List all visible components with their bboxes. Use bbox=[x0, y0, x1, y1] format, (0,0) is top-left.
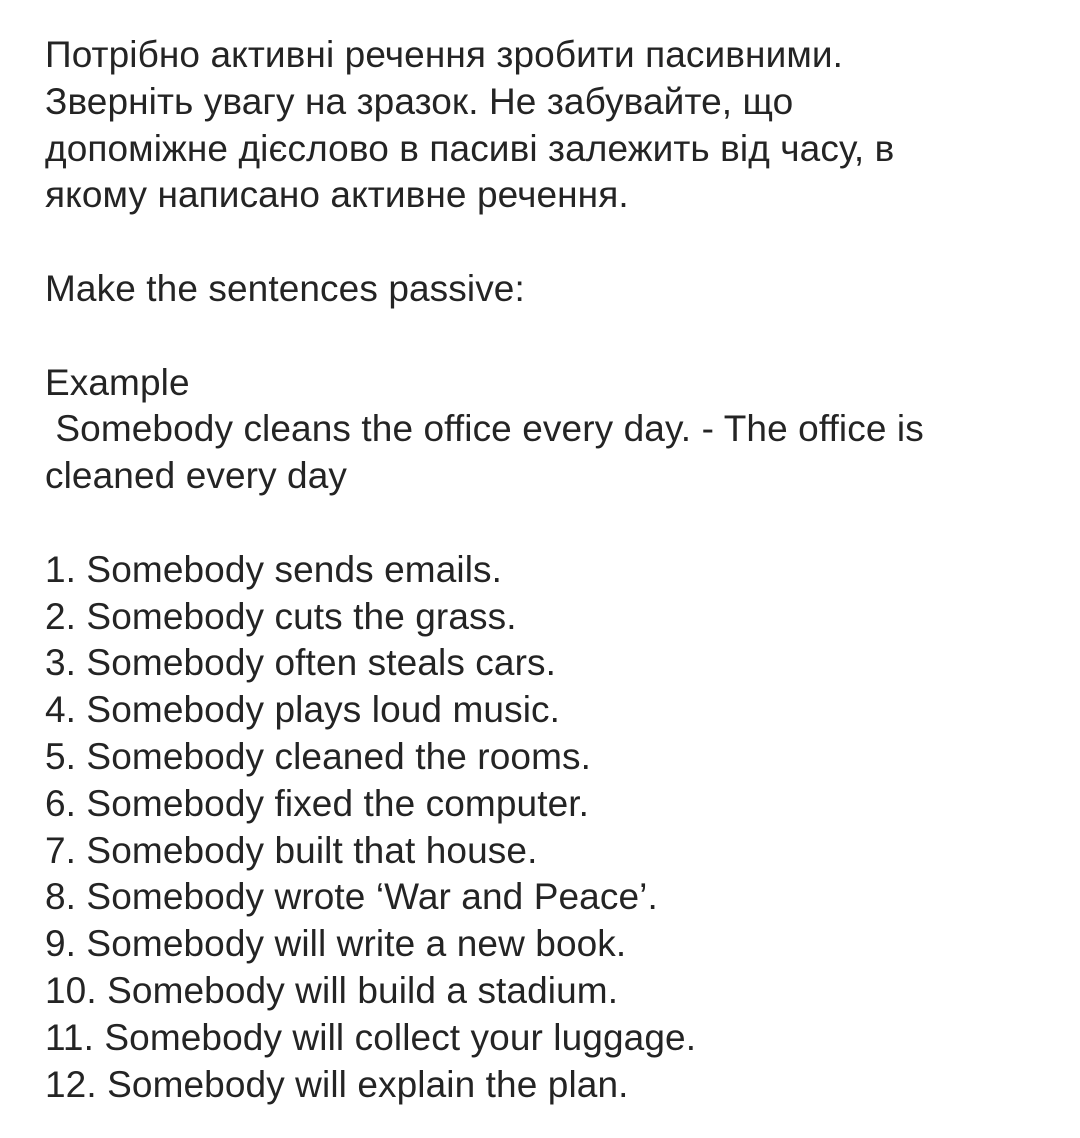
instruction-line: допоміжне дієслово в пасиві залежить від часу, в bbox=[45, 127, 895, 169]
blank-line bbox=[45, 219, 1055, 266]
sentence-item: 8. Somebody wrote ‘War and Peace’. bbox=[45, 876, 658, 918]
sentence-item: 10. Somebody will build a stadium. bbox=[45, 969, 619, 1011]
blank-line bbox=[45, 313, 1055, 360]
sentence-item: 1. Somebody sends emails. bbox=[45, 548, 503, 590]
instruction-line: якому написано активне речення. bbox=[45, 174, 629, 216]
instructions-ukrainian bbox=[45, 32, 1055, 219]
task-heading: Make the sentences passive: bbox=[45, 267, 525, 309]
sentence-list bbox=[45, 547, 1055, 1109]
sentence-item: 11. Somebody will collect your luggage. bbox=[45, 1016, 697, 1058]
sentence-item: 5. Somebody cleaned the rooms. bbox=[45, 735, 591, 777]
sentence-item: 12. Somebody will explain the plan. bbox=[45, 1063, 629, 1105]
message-text bbox=[45, 32, 1055, 1108]
sentence-item: 2. Somebody cuts the grass. bbox=[45, 595, 517, 637]
example-label: Example bbox=[45, 361, 190, 403]
sentence-item: 9. Somebody will write a new book. bbox=[45, 923, 627, 965]
sentence-item: 4. Somebody plays loud music. bbox=[45, 689, 560, 731]
example-line: Somebody cleans the office every day. - The office is bbox=[45, 408, 924, 450]
blank-line bbox=[45, 500, 1055, 547]
sentence-item: 7. Somebody built that house. bbox=[45, 829, 538, 871]
sentence-item: 3. Somebody often steals cars. bbox=[45, 642, 556, 684]
example-block bbox=[45, 360, 1055, 500]
example-line: cleaned every day bbox=[45, 455, 347, 497]
instruction-line: Зверніть увагу на зразок. Не забувайте, що bbox=[45, 80, 794, 122]
sentence-item: 6. Somebody fixed the computer. bbox=[45, 782, 590, 824]
instruction-line: Потрібно активні речення зробити пасивними. bbox=[45, 34, 844, 75]
